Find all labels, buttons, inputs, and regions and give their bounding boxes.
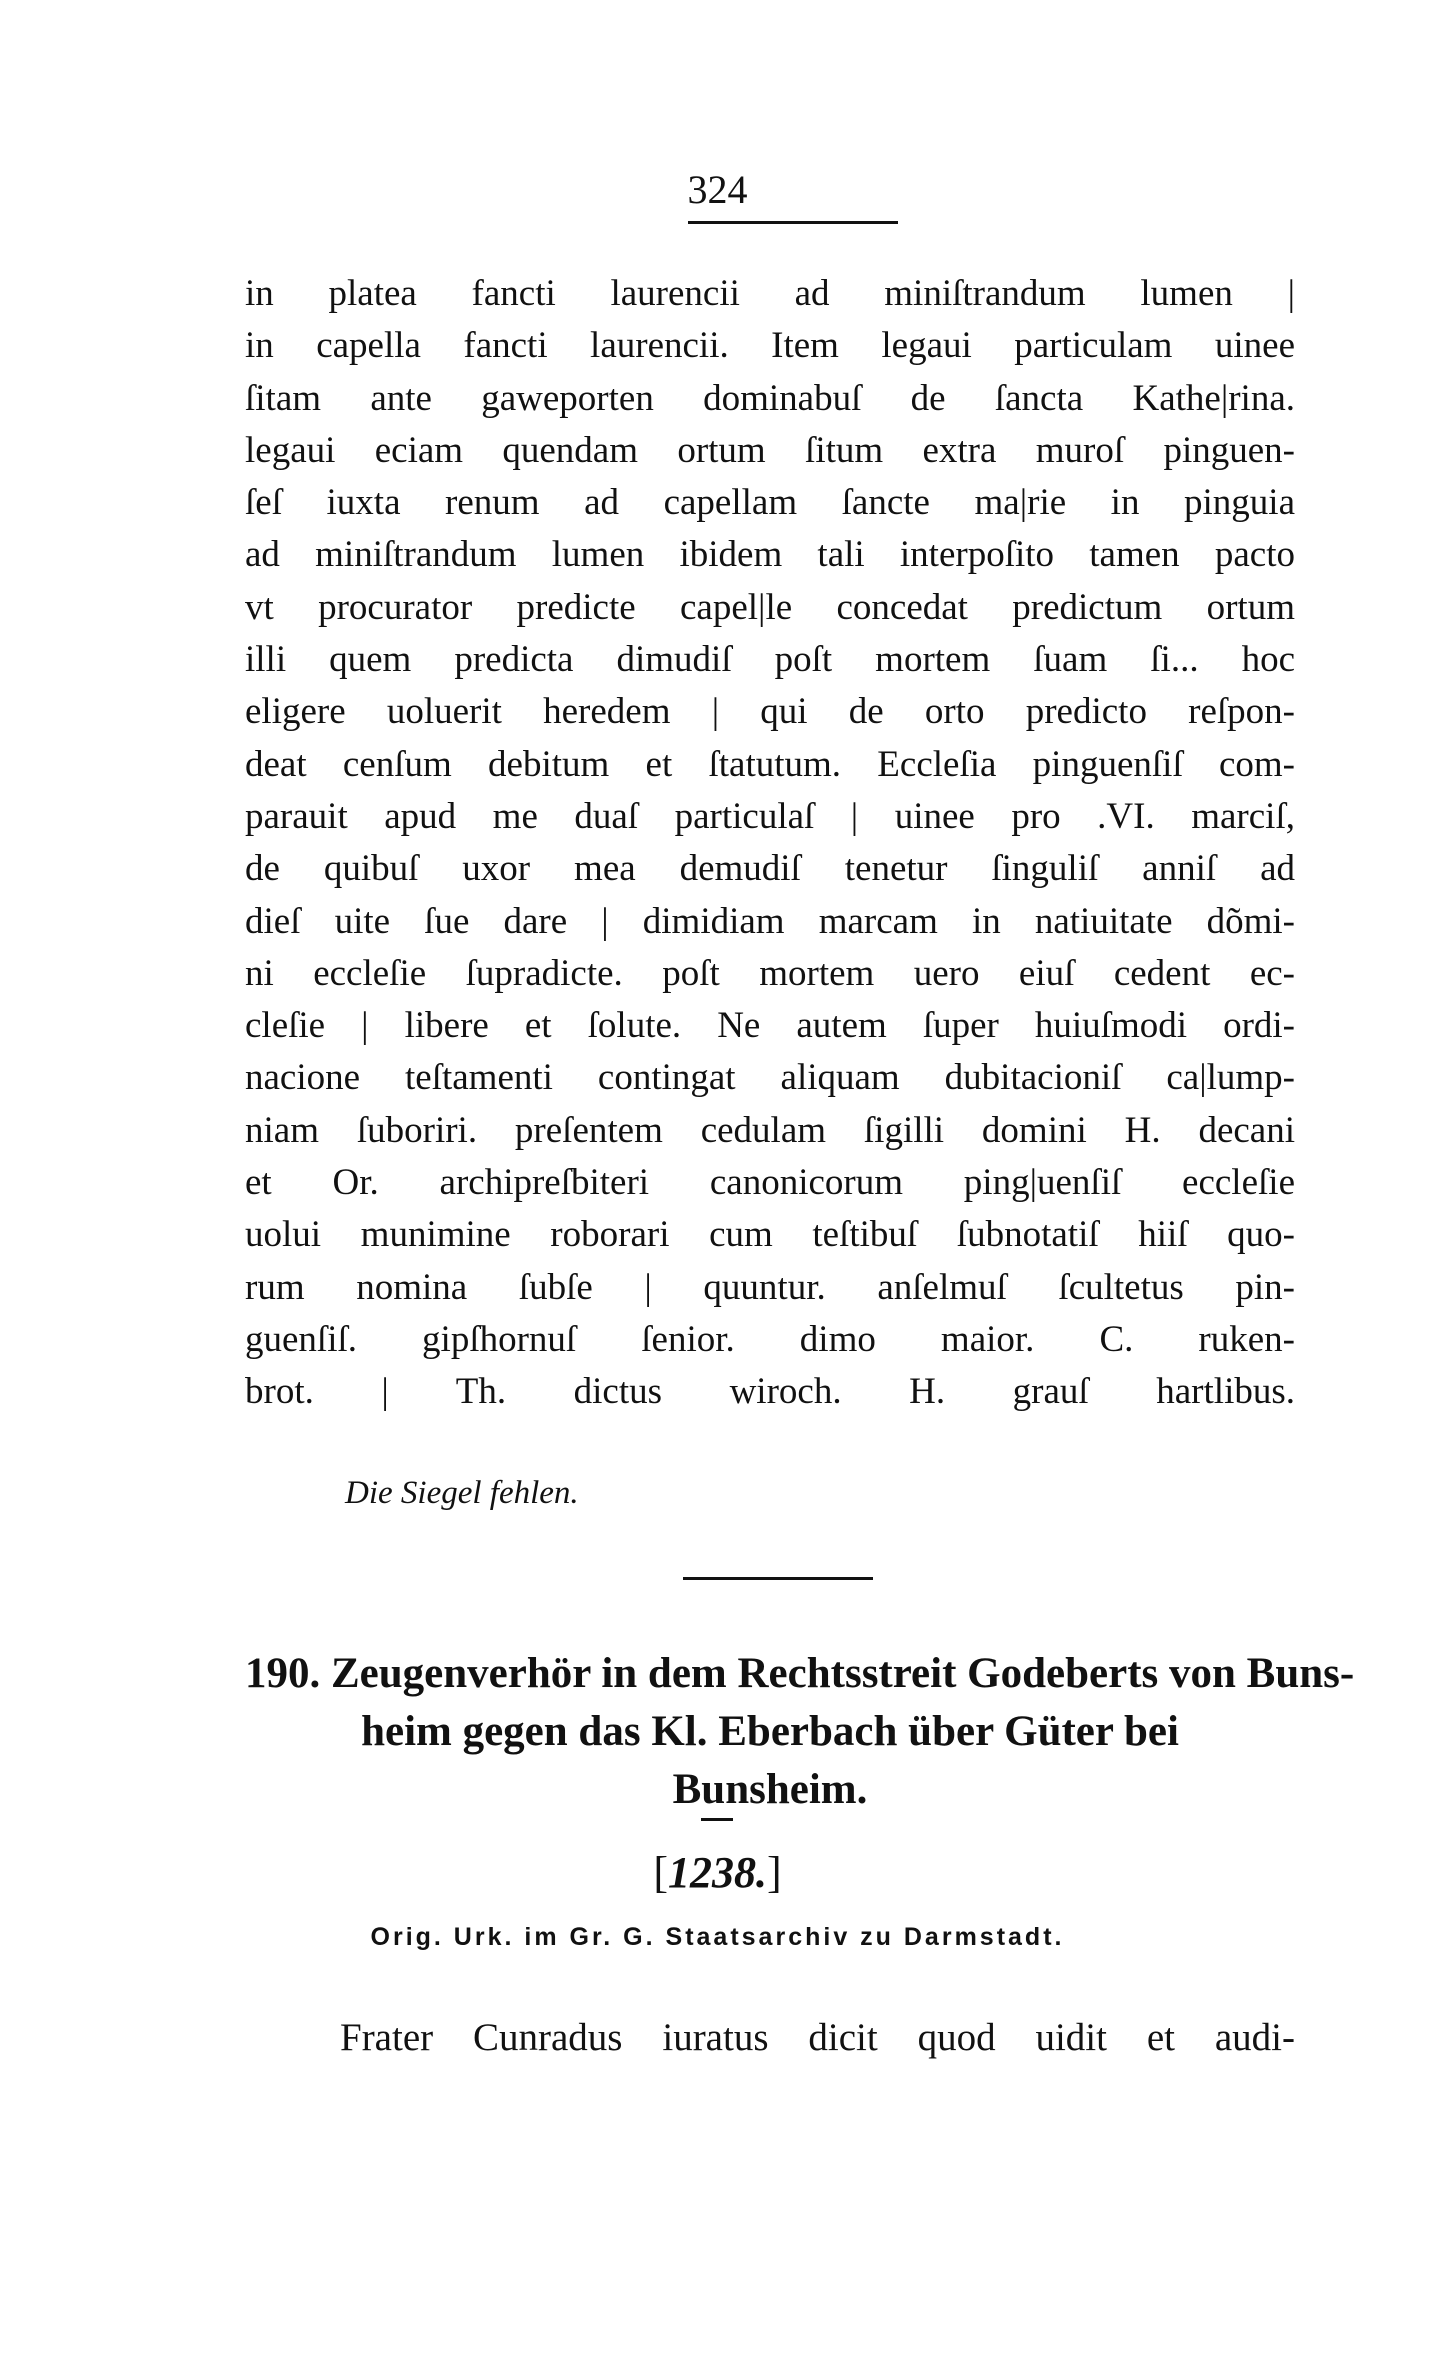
body-line: ſeſ iuxta renum ad capellam ſancte ma|rie in pinguia (245, 482, 1295, 524)
body-line: uolui munimine roborari cum teſtibuſ ſubnotatiſ hiiſ quo- (245, 1214, 1295, 1256)
body-line: in capella fancti laurencii. Item legaui particulam uinee (245, 325, 1295, 367)
body-line: deat cenſum debitum et ſtatutum. Eccleſia pinguenſiſ com- (245, 743, 1295, 785)
body-line: legaui eciam quendam ortum ſitum extra muroſ pinguen- (245, 429, 1295, 471)
page-number: 324 (687, 167, 748, 212)
source-citation: Orig. Urk. im Gr. G. Staatsarchiv zu Darmstadt. (370, 1923, 1065, 1951)
document-body (245, 268, 1295, 1419)
body-line: rum nomina ſubſe | quuntur. anſelmuſ ſcultetus pin- (245, 1266, 1295, 1308)
body-line: et Or. archipreſbiteri canonicorum ping|uenſiſ eccleſie (245, 1162, 1295, 1204)
body-line: dieſ uite ſue dare | dimidiam marcam in natiuitate dõmi- (245, 900, 1295, 942)
section-separator (683, 1577, 873, 1580)
editorial-note: Die Siegel fehlen. (345, 1475, 579, 1511)
date-bracket-open: [ (653, 1848, 668, 1897)
body-line: in platea fancti laurencii ad miniſtrandum lumen | (245, 273, 1295, 314)
body-line: ſitam ante gaweporten dominabuſ de ſancta Kathe|rina. (245, 377, 1295, 419)
body-line: niam ſuboriri. preſentem cedulam ſigilli domini H. decani (245, 1109, 1295, 1151)
body-line: de quibuſ uxor mea demudiſ tenetur ſinguliſ anniſ ad (245, 848, 1295, 890)
date-bracket-close: ] (767, 1848, 782, 1897)
document-date (0, 1845, 1435, 1901)
heading-line: heim gegen das Kl. Eberbach über Güter bei (361, 1708, 1179, 1755)
body-line: nacione teſtamenti contingat aliquam dubitacioniſ ca|lump- (245, 1057, 1295, 1099)
page-number-rule (688, 221, 898, 224)
body-line: vt procurator predicte capel|le concedat predictum ortum (245, 586, 1295, 628)
body-line: parauit apud me duaſ particulaſ | uinee pro .VI. marciſ, (245, 795, 1295, 837)
body-line: brot. | Th. dictus wiroch. H. grauſ hartlibus. (245, 1371, 1295, 1413)
body-line: illi quem predicta dimudiſ poſt mortem ſuam ſi... hoc (245, 639, 1295, 681)
section-heading (245, 1645, 1355, 1819)
body-line: ad miniſtrandum lumen ibidem tali interpoſito tamen pacto (245, 534, 1295, 576)
date-value: 1238. (668, 1848, 767, 1897)
heading-line: 190. Zeugenverhör in dem Rechtsstreit Godeberts von Buns- (245, 1650, 1355, 1697)
heading-rule (701, 1818, 733, 1821)
body-line: Frater Cunradus iuratus dicit quod uidit et audi- (340, 2016, 1295, 2059)
body-line: ni eccleſie ſupradicte. poſt mortem uero eiuſ cedent ec- (245, 952, 1295, 994)
body-line: guenſiſ. gipſhornuſ ſenior. dimo maior. C. ruken- (245, 1318, 1295, 1360)
body-line: eligere uoluerit heredem | qui de orto predicto reſpon- (245, 691, 1295, 733)
heading-line: Bunsheim. (672, 1766, 868, 1813)
body-line: cleſie | libere et ſolute. Ne autem ſuper huiuſmodi ordi- (245, 1005, 1295, 1047)
